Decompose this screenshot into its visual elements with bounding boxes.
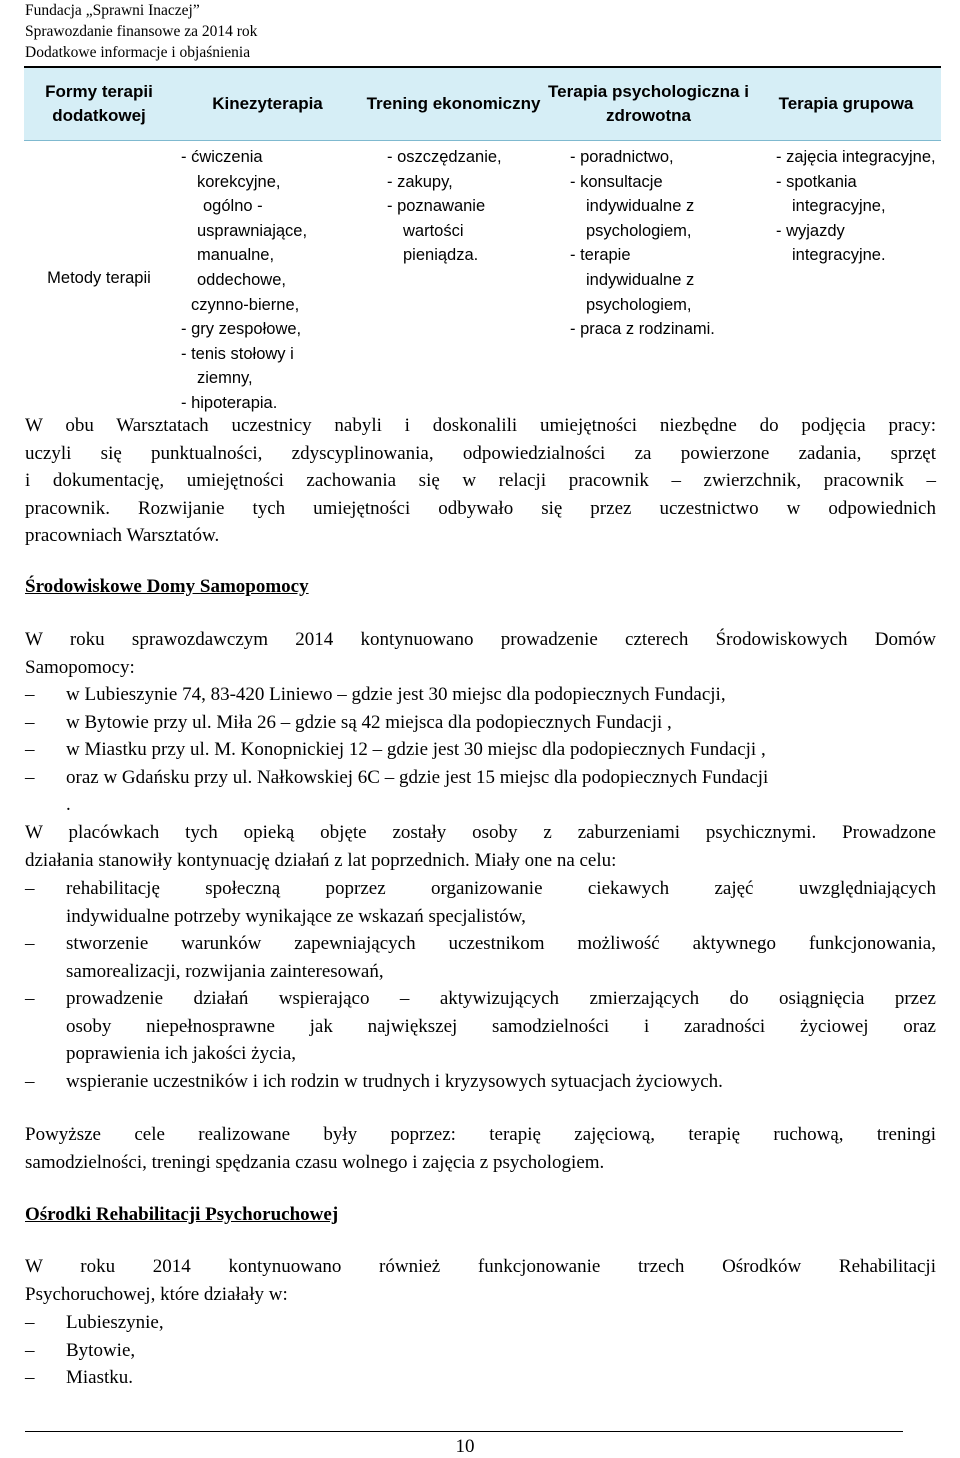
list-item (25, 930, 936, 985)
list-item: psychologiem, (586, 221, 692, 240)
text-line: Bytowie, (66, 1339, 136, 1361)
col-kinezyterapia: Kinezyterapia (174, 67, 361, 141)
text-line: oraz w Gdańsku przy ul. Nałkowskiej 6C – gdzie jest 15 miejsc dla podopiecznych Fundacji (66, 766, 769, 788)
sds-locations-list (25, 681, 936, 819)
list-item: indywidualne z (586, 197, 695, 216)
col-trening: Trening ekonomiczny (361, 67, 546, 141)
list-item: - praca z rodzinami. (570, 320, 715, 339)
text-line: Lubieszynie, (66, 1312, 164, 1333)
list-item: - gry zespołowe, (181, 320, 302, 339)
list-item (25, 875, 936, 930)
list-item (25, 736, 936, 764)
list-item: manualne, (197, 246, 275, 265)
text-line: . (66, 794, 71, 815)
dash-bullet: – (25, 878, 35, 899)
sds-care-paragraph (25, 819, 936, 874)
page-header (25, 0, 257, 63)
list-item: integracyjne. (792, 246, 886, 265)
orp-intro (25, 1253, 936, 1308)
dash-bullet: – (25, 766, 35, 788)
text-line: i dokumentację, umiejętności zachowania się w relacji pracownik – zwierzchnik, pracownik – (25, 470, 936, 491)
text-line: w Bytowie przy ul. Miła 26 – gdzie są 42 miejsca dla podopiecznych Fundacji , (66, 711, 672, 733)
text-line: Powyższe cele realizowane były poprzez: terapię zajęciową, terapię ruchową, treningi (25, 1124, 936, 1145)
header-report: Sprawozdanie finansowe za 2014 rok (25, 23, 258, 40)
text-line: prowadzenie działań wspierająco – aktywizujących zmierzających do osiągnięcia przez (66, 988, 936, 1009)
row-label: Metody terapii (47, 268, 151, 287)
text-line: stworzenie warunków zapewniających uczestnikom możliwość aktywnego funkcjonowania, (66, 933, 936, 954)
sds-summary-paragraph (25, 1121, 936, 1176)
col-psychologiczna: Terapia psychologiczna i zdrowotna (546, 67, 751, 141)
text-line: W placówkach tych opieką objęte zostały osoby z zaburzeniami psychicznymi. Prowadzone (25, 822, 936, 843)
text-line: pracowniach Warsztatów. (25, 525, 220, 546)
dash-bullet: – (25, 1339, 35, 1361)
list-item (25, 709, 936, 737)
text-line: samorealizacji, rozwijania zainteresowań, (66, 960, 384, 982)
therapy-table (24, 66, 941, 416)
psychologiczna-cell (546, 141, 751, 416)
list-item: - konsultacje (570, 172, 663, 191)
list-item: czynno-bierne, (191, 295, 300, 314)
sds-intro (25, 626, 936, 681)
section-title-sds: Środowiskowe Domy Samopomocy (25, 576, 309, 597)
list-item (25, 985, 936, 1068)
dash-bullet: – (25, 684, 35, 705)
list-item (25, 1068, 936, 1096)
text-line: wspieranie uczestników i ich rodzin w trudnych i kryzysowych sytuacjach życiowych. (66, 1070, 723, 1092)
header-section: Dodatkowe informacje i objaśnienia (25, 44, 251, 61)
dash-bullet: – (25, 739, 35, 760)
text-line: indywidualne potrzeby wynikające ze wskazań specjalistów, (66, 905, 526, 927)
list-item: usprawniające, (197, 221, 308, 240)
list-item: wartości (403, 221, 464, 240)
list-item: - tenis stołowy i (181, 344, 294, 363)
skills-paragraph (25, 412, 936, 550)
section-title-orp: Ośrodki Rehabilitacji Psychoruchowej (25, 1204, 339, 1225)
list-item: indywidualne z (586, 270, 695, 289)
list-item: oddechowe, (197, 270, 286, 289)
sds-goals-list (25, 875, 936, 1095)
dash-bullet: – (25, 988, 35, 1009)
text-line: samodzielności, treningi spędzania czasu wolnego i zajęcia z psychologiem. (25, 1151, 605, 1173)
list-item: - spotkania (776, 172, 857, 191)
dash-bullet: – (25, 711, 35, 733)
list-item: - zajęcia integracyjne, (776, 148, 936, 166)
list-item: ziemny, (197, 369, 253, 388)
text-line: W obu Warsztatach uczestnicy nabyli i doskonalili umiejętności niezbędne do podjęcia pracy: (25, 415, 936, 436)
trening-cell (361, 141, 546, 416)
kinezyterapia-cell (174, 141, 361, 416)
list-item: - hipoterapia. (181, 393, 278, 412)
text-line: W roku 2014 kontynuowano również funkcjonowanie trzech Ośrodków Rehabilitacji (25, 1256, 936, 1277)
list-item: ogólno - (203, 197, 263, 216)
list-item: - poznawanie (387, 197, 486, 216)
list-item (25, 1309, 936, 1337)
orp-places-list (25, 1309, 936, 1392)
grupowa-cell (751, 141, 941, 416)
dash-bullet: – (25, 1312, 35, 1333)
text-line: rehabilitację społeczną poprzez organizowanie ciekawych zajęć uwzględniających (66, 878, 936, 899)
page-number: 10 (455, 1436, 475, 1457)
list-item: pieniądza. (403, 246, 479, 265)
text-line: działania stanowiły kontynuację działań z lat poprzednich. Miały one na celu: (25, 849, 617, 871)
text-line: Miastku. (66, 1367, 134, 1388)
text-line: osoby niepełnosprawne jak największej samodzielności i zaradności życiowej oraz (66, 1015, 936, 1037)
list-item (25, 681, 936, 709)
dash-bullet: – (25, 1070, 35, 1092)
text-line: w Lubieszynie 74, 83-420 Liniewo – gdzie jest 30 miejsc dla podopiecznych Fundacji, (66, 684, 726, 705)
list-item: - terapie (570, 246, 631, 265)
list-item: - wyjazdy (776, 221, 845, 240)
list-item: - zakupy, (387, 172, 453, 191)
footer-rule (25, 1431, 903, 1432)
text-line: Psychoruchowej, które działały w: (25, 1283, 288, 1305)
list-item: - poradnictwo, (570, 148, 674, 166)
header-org: Fundacja „Sprawni Inaczej” (25, 2, 200, 19)
text-line: Samopomocy: (25, 656, 135, 678)
col-forms: Formy terapii dodatkowej (24, 67, 174, 141)
list-item (25, 764, 936, 819)
list-item (25, 1337, 936, 1365)
text-line: uczyli się punktualności, zdyscyplinowania, odpowiedzialności za powierzone zadania, sprzęt (25, 442, 936, 464)
therapy-table-header (24, 67, 941, 141)
text-line: poprawienia ich jakości życia, (66, 1043, 297, 1064)
list-item: integracyjne, (792, 197, 886, 216)
list-item: - oszczędzanie, (387, 148, 502, 166)
therapy-methods-row (24, 141, 941, 416)
text-line: W roku sprawozdawczym 2014 kontynuowano prowadzenie czterech Środowiskowych Domów (25, 629, 936, 650)
list-item: korekcyjne, (197, 172, 281, 191)
col-grupowa: Terapia grupowa (751, 67, 941, 141)
list-item: psychologiem, (586, 295, 692, 314)
text-line: pracownik. Rozwijanie tych umiejętności odbywało się przez uczestnictwo w odpowiednich (25, 497, 936, 519)
list-item: - ćwiczenia (181, 148, 263, 166)
dash-bullet: – (25, 1367, 35, 1388)
text-line: w Miastku przy ul. M. Konopnickiej 12 – gdzie jest 30 miejsc dla podopiecznych Fundacji , (66, 739, 766, 760)
dash-bullet: – (25, 933, 35, 954)
list-item (25, 1364, 936, 1392)
